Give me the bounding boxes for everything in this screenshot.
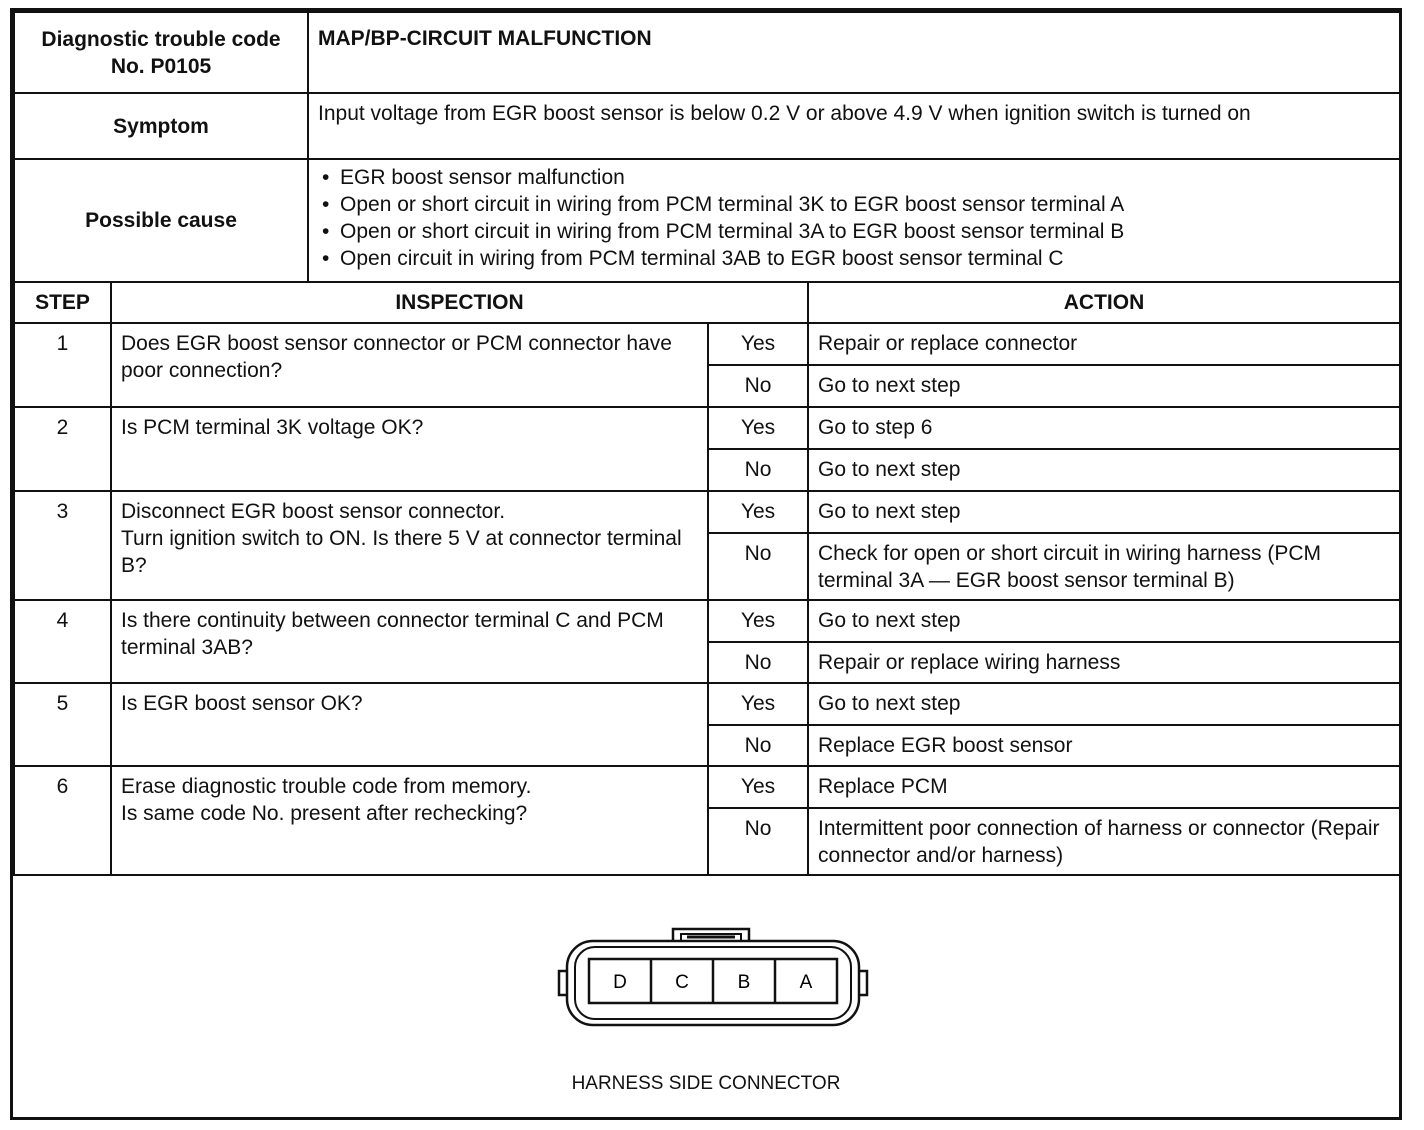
figure-caption: HARNESS SIDE CONNECTOR: [571, 1073, 841, 1094]
step-row: [14, 491, 1400, 533]
harness-connector-diagram: [553, 923, 873, 1033]
step-number: 4: [14, 600, 111, 683]
no-label: No: [708, 365, 808, 407]
no-label: No: [708, 725, 808, 766]
step-number: 5: [14, 683, 111, 766]
yes-action: Go to next step: [808, 600, 1400, 642]
cause-item: • Open or short circuit in wiring from PCM terminal 3A to EGR boost sensor terminal B: [318, 218, 1390, 245]
symptom-row: [14, 93, 1400, 159]
no-action: Replace EGR boost sensor: [808, 725, 1400, 766]
action-column-header: ACTION: [808, 282, 1400, 323]
no-action: Intermittent poor connection of harness or connector (Repair connector and/or harness): [808, 808, 1400, 875]
terminal-label: D: [613, 972, 627, 993]
step-row: [14, 407, 1400, 449]
no-label: No: [708, 449, 808, 491]
yes-label: Yes: [708, 323, 808, 365]
step-row: [14, 323, 1400, 365]
cause-cell: [308, 159, 1400, 282]
step-row: [14, 766, 1400, 808]
column-header-row: [14, 282, 1400, 323]
cause-item: • EGR boost sensor malfunction: [318, 164, 1390, 191]
yes-action: Go to step 6: [808, 407, 1400, 449]
dtc-row: [14, 12, 1400, 93]
dtc-title: MAP/BP-CIRCUIT MALFUNCTION: [308, 12, 1400, 93]
dtc-label: Diagnostic trouble code No. P0105: [14, 12, 308, 93]
cause-row: [14, 159, 1400, 282]
yes-action: Go to next step: [808, 683, 1400, 725]
yes-label: Yes: [708, 600, 808, 642]
cause-item: • Open circuit in wiring from PCM terminal 3AB to EGR boost sensor terminal C: [318, 245, 1390, 272]
yes-action: Go to next step: [808, 491, 1400, 533]
cause-list: [318, 160, 1390, 276]
step-number: 2: [14, 407, 111, 491]
step-inspection: Erase diagnostic trouble code from memory. Is same code No. present after rechecking?: [111, 766, 708, 875]
step-inspection: Is EGR boost sensor OK?: [111, 683, 708, 766]
step-inspection: Is PCM terminal 3K voltage OK?: [111, 407, 708, 491]
diagnostic-sheet: [10, 8, 1402, 1120]
terminal-label: A: [799, 972, 813, 993]
step-number: 1: [14, 323, 111, 407]
yes-action: Replace PCM: [808, 766, 1400, 808]
symptom-label: Symptom: [14, 93, 308, 159]
yes-label: Yes: [708, 491, 808, 533]
no-action: Go to next step: [808, 449, 1400, 491]
step-number: 3: [14, 491, 111, 600]
yes-label: Yes: [708, 407, 808, 449]
step-inspection: Disconnect EGR boost sensor connector. Turn ignition switch to ON. Is there 5 V at connector terminal B?: [111, 491, 708, 600]
yes-label: Yes: [708, 766, 808, 808]
terminal-label: B: [737, 972, 751, 993]
no-action: Check for open or short circuit in wiring harness (PCM terminal 3A — EGR boost sensor terminal B): [808, 533, 1400, 600]
cause-item: • Open or short circuit in wiring from PCM terminal 3K to EGR boost sensor terminal A: [318, 191, 1390, 218]
step-column-header: STEP: [14, 282, 111, 323]
diagnostic-table: [13, 11, 1401, 876]
step-inspection: Is there continuity between connector terminal C and PCM terminal 3AB?: [111, 600, 708, 683]
step-row: [14, 683, 1400, 725]
terminal-label: C: [675, 972, 689, 993]
no-action: Repair or replace wiring harness: [808, 642, 1400, 683]
symptom-text: Input voltage from EGR boost sensor is below 0.2 V or above 4.9 V when ignition switch is turned on: [308, 93, 1400, 159]
no-label: No: [708, 808, 808, 875]
inspection-column-header: INSPECTION: [111, 282, 808, 323]
connector-figure: [13, 873, 1399, 1117]
no-label: No: [708, 642, 808, 683]
yes-label: Yes: [708, 683, 808, 725]
step-number: 6: [14, 766, 111, 875]
no-label: No: [708, 533, 808, 600]
cause-label: Possible cause: [14, 159, 308, 282]
no-action: Go to next step: [808, 365, 1400, 407]
yes-action: Repair or replace connector: [808, 323, 1400, 365]
step-inspection: Does EGR boost sensor connector or PCM connector have poor connection?: [111, 323, 708, 407]
step-row: [14, 600, 1400, 642]
